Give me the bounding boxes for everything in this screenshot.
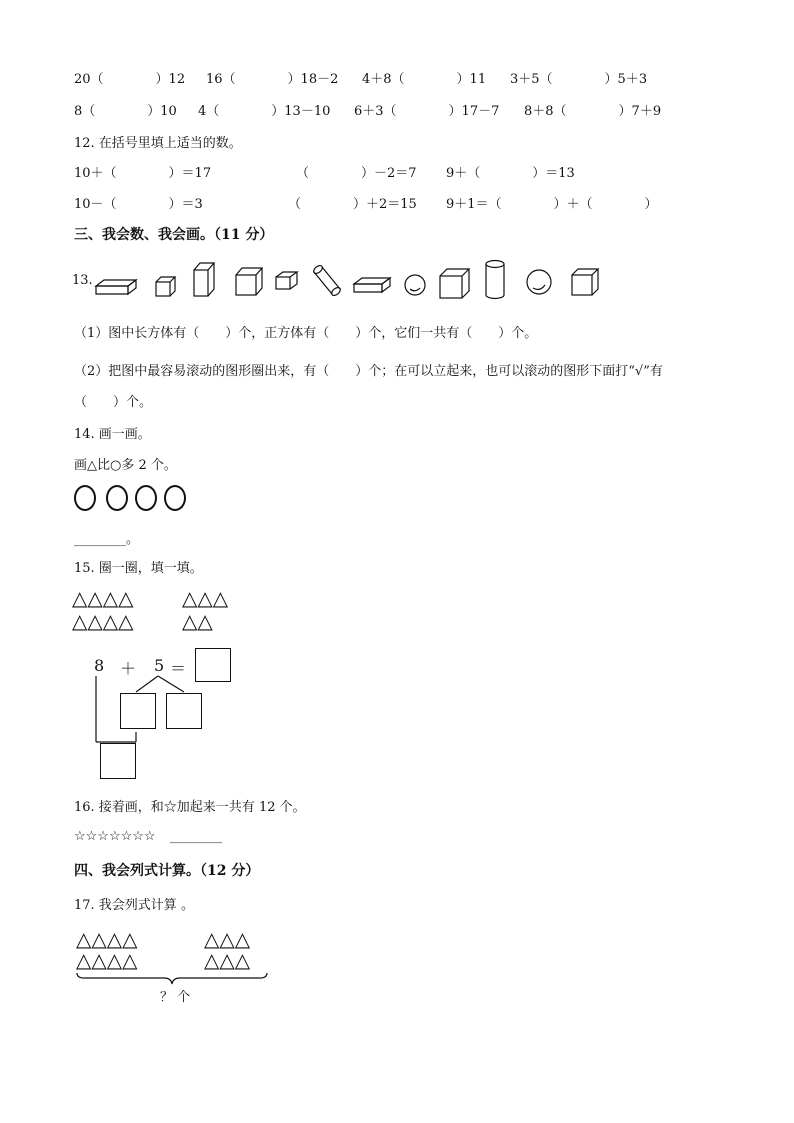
shape-cube-1: [236, 268, 262, 295]
q12-title: 12. 在括号里填上适当的数。: [74, 136, 242, 151]
circle-2: [106, 485, 128, 511]
q11-row2-item3: 6＋3（ ）17－7: [354, 104, 500, 119]
q15-number-5: 5: [154, 656, 165, 675]
q16-blank[interactable]: ________: [170, 829, 222, 844]
q15-triangles-row1-left: △△△△: [72, 586, 134, 610]
q17-brace-label: ？ 个: [160, 990, 191, 1005]
circle-3: [135, 485, 157, 511]
shape-sphere-2: [527, 270, 551, 294]
q13-part2-line2: （ ）个。: [74, 395, 153, 410]
q14-instruction: 画△比○多 2 个。: [74, 458, 177, 473]
q11-row1-item2: 16（ ）18－2: [206, 72, 339, 87]
q15-plus: ＋: [120, 659, 137, 678]
q11-row2-item1: 8（ ）10: [74, 104, 177, 119]
q17-triangles-row2-right: △△△: [204, 948, 251, 972]
q15-title: 15. 圈一圈，填一填。: [74, 561, 203, 576]
shape-cube-small-1: [156, 277, 175, 296]
q17-triangles-row2-left: △△△△: [76, 948, 138, 972]
q12-row1-item3: 9＋（ ）＝13: [446, 166, 575, 181]
q12-row1-item1: 10＋（ ）＝17: [74, 166, 212, 181]
shape-sphere-1: [405, 275, 425, 295]
q14-title: 14. 画一画。: [74, 427, 151, 442]
shape-cuboid-tall: [194, 263, 214, 296]
q13-part1: （1）图中长方体有（ ）个，正方体有（ ）个，它们一共有（ ）个。: [74, 326, 538, 341]
q11-row1-item1: 20（ ）12: [74, 72, 186, 87]
shape-cylinder: [486, 261, 504, 299]
q15-split-box-left[interactable]: [120, 693, 156, 729]
shape-cube-3: [572, 269, 598, 295]
section-3-title: 三、我会数、我会画。（11 分）: [74, 227, 274, 243]
q13-number: 13.: [72, 273, 93, 288]
shape-cube-small-2: [276, 272, 297, 289]
shape-cuboid-flat-2: [354, 278, 390, 292]
shape-cuboid-flat-1: [96, 280, 136, 294]
shape-cube-2: [440, 269, 469, 298]
shape-cylinder-tilted: [312, 264, 342, 297]
q15-triangles-row2-right: △△: [182, 609, 213, 633]
circle-1: [74, 485, 96, 511]
q17-triangles-row1-left: △△△△: [76, 927, 138, 951]
q14-answer-line[interactable]: ________。: [74, 532, 140, 547]
q15-split-box-right[interactable]: [166, 693, 202, 729]
q11-row1-item3: 4＋8（ ）11: [362, 72, 487, 87]
section-4-title: 四、我会列式计算。（12 分）: [74, 863, 260, 879]
q11-row2-item2: 4（ ）13－10: [198, 104, 331, 119]
q11-row2-item4: 8＋8（ ）7＋9: [524, 104, 662, 119]
q11-row1-item4: 3＋5（ ）5＋3: [510, 72, 648, 87]
q16-stars: ☆☆☆☆☆☆☆: [74, 829, 156, 844]
q15-equals: ＝: [170, 659, 187, 678]
q15-ten-box[interactable]: [100, 743, 136, 779]
q12-row1-item2: （ ）－2＝7: [296, 166, 417, 181]
circle-4: [164, 485, 186, 511]
q12-row2-item3: 9＋1＝（ ）＋（ ）: [446, 197, 658, 212]
q16-title: 16. 接着画，和☆加起来一共有 12 个。: [74, 800, 306, 815]
q15-triangles-row2-left: △△△△: [72, 609, 134, 633]
q13-shapes: [92, 258, 632, 308]
q17-triangles-row1-right: △△△: [204, 927, 251, 951]
q17-title: 17. 我会列式计算 。: [74, 898, 194, 913]
q13-part2-line1: （2）把图中最容易滚动的图形圈出来，有（ ）个；在可以立起来，也可以滚动的图形下面打“√”有: [74, 364, 663, 379]
q15-triangles-row1-right: △△△: [182, 586, 229, 610]
q12-row2-item2: （ ）＋2＝15: [288, 197, 417, 212]
q12-row2-item1: 10－（ ）＝3: [74, 197, 203, 212]
q15-number-8: 8: [94, 656, 105, 675]
q17-brace: [76, 972, 276, 986]
